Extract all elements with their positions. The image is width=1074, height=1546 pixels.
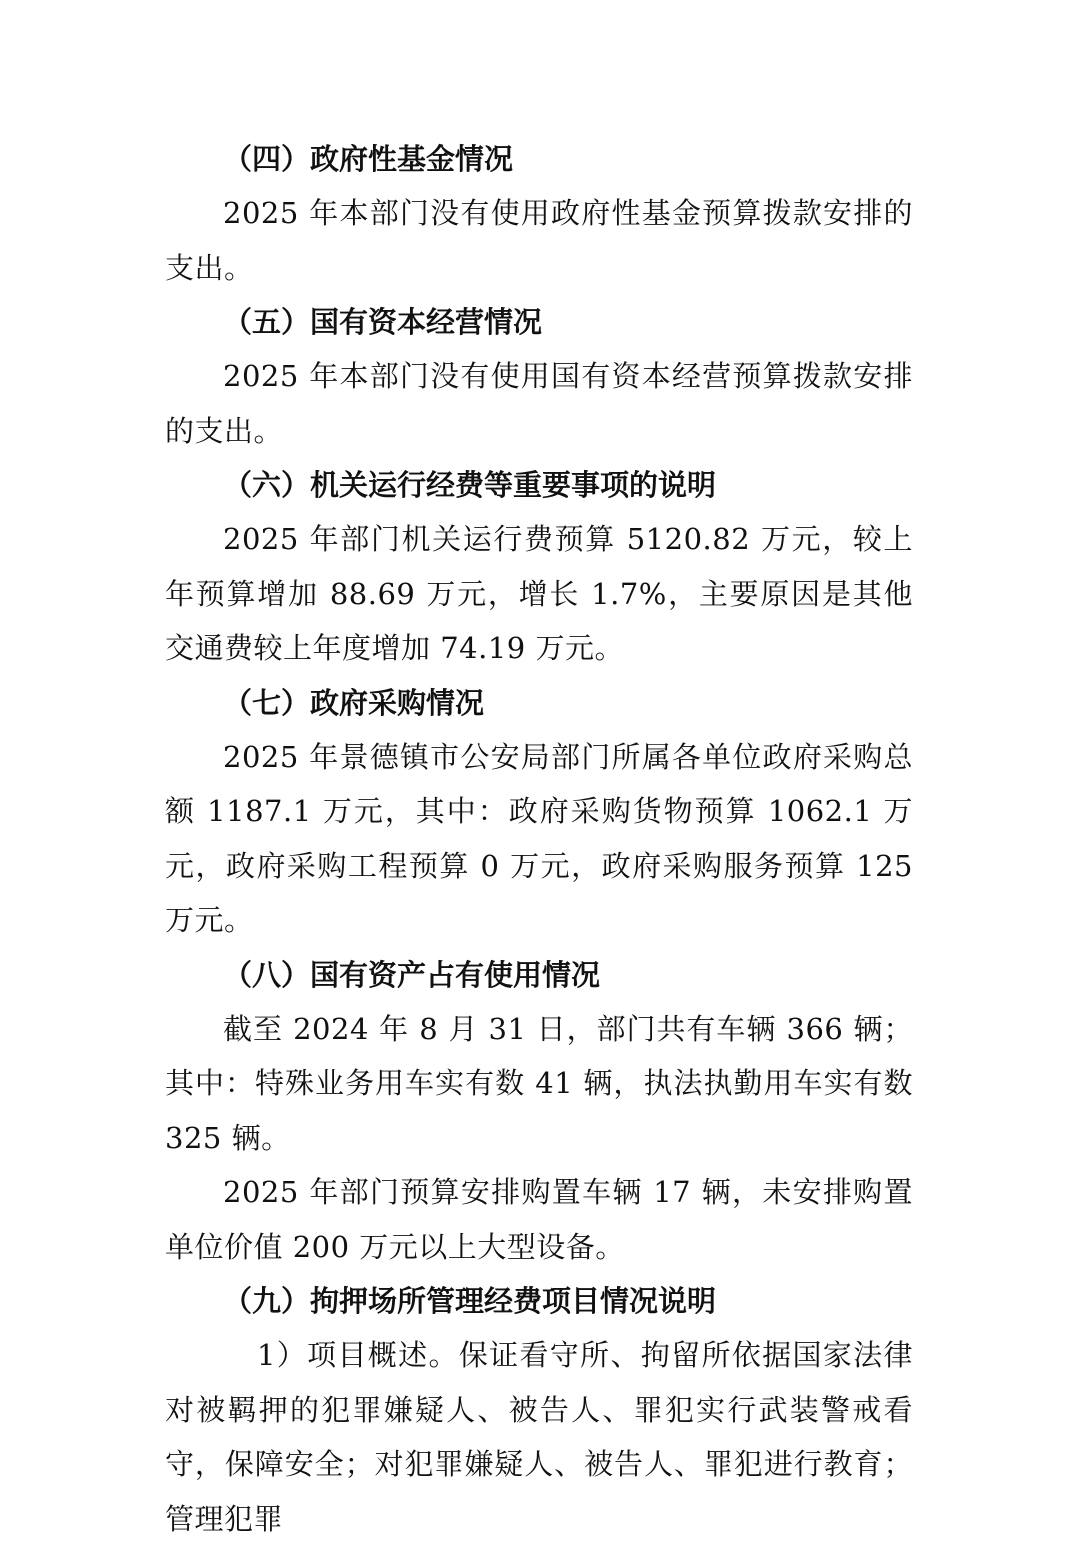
section-heading: （六）机关运行经费等重要事项的说明: [223, 468, 717, 502]
section-state-capital: [165, 295, 913, 458]
document-body: [165, 132, 913, 1546]
section-detention-facilities: [165, 1274, 913, 1546]
section-state-assets: [165, 948, 913, 1275]
section-paragraph: 1）项目概述。保证看守所、拘留所依据国家法律对被羁押的犯罪嫌疑人、被告人、罪犯实行武装警戒看守，保障安全；对犯罪嫌疑人、被告人、罪犯进行教育；管理犯罪: [165, 1338, 913, 1536]
section-heading: （九）拘押场所管理经费项目情况说明: [223, 1284, 717, 1318]
section-government-funds: [165, 132, 913, 295]
section-procurement: [165, 676, 913, 948]
section-paragraph: 2025 年部门机关运行费预算 5120.82 万元，较上年预算增加 88.69 万元，增长 1.7%，主要原因是其他交通费较上年度增加 74.19 万元。: [165, 522, 913, 665]
section-heading: （七）政府采购情况: [223, 685, 485, 720]
section-paragraph: 2025 年景德镇市公安局部门所属各单位政府采购总额 1187.1 万元，其中：政府采购货物预算 1062.1 万元，政府采购工程预算 0 万元，政府采购服务预算 125 万元。: [165, 739, 913, 937]
section-paragraph: 2025 年本部门没有使用政府性基金预算拨款安排的支出。: [165, 196, 913, 285]
section-paragraph: 2025 年本部门没有使用国有资本经营预算拨款安排的支出。: [165, 359, 913, 448]
section-operating-expenses: [165, 458, 913, 676]
section-paragraph: 截至 2024 年 8 月 31 日，部门共有车辆 366 辆；其中：特殊业务用车实有数 41 辆，执法执勤用车实有数 325 辆。: [165, 1011, 913, 1155]
section-paragraph: 2025 年部门预算安排购置车辆 17 辆，未安排购置单位价值 200 万元以上大型设备。: [165, 1175, 913, 1264]
section-heading: （五）国有资本经营情况: [223, 305, 543, 339]
section-heading: （八）国有资产占有使用情况: [223, 957, 601, 992]
section-heading: （四）政府性基金情况: [223, 142, 514, 176]
